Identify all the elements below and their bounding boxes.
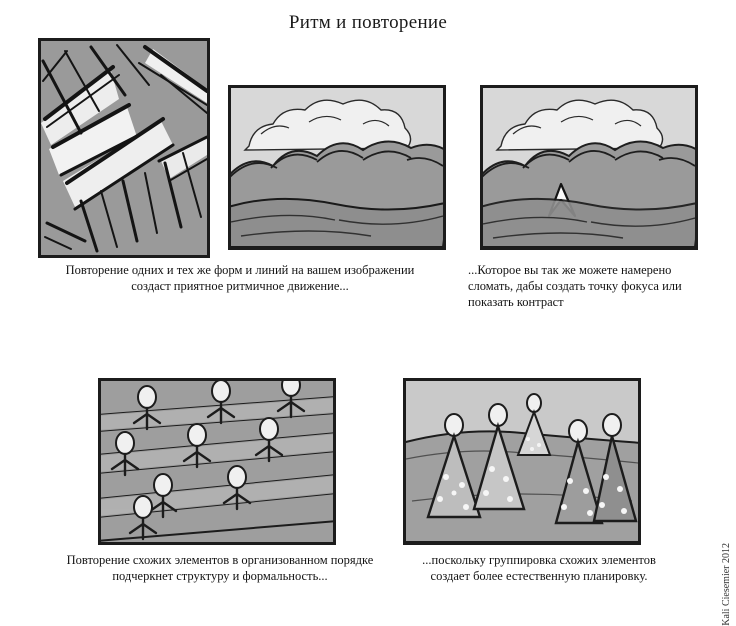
caption-top-right: ...Которое вы так же можете намерено сломать, дабы создать точку фокуса или показать контраст bbox=[468, 263, 682, 309]
panel-4-artwork bbox=[101, 381, 333, 542]
figures-in-rows-drawing bbox=[101, 381, 333, 542]
panel-3-artwork bbox=[483, 88, 695, 247]
diagonal-shards-drawing bbox=[41, 41, 207, 255]
panel-repeating-diagonal-shapes bbox=[38, 38, 210, 258]
caption-bottom-left: Повторение схожих элементов в организованном порядке подчеркнет структуру и формальность... bbox=[66, 553, 374, 583]
panel-5-artwork bbox=[406, 381, 638, 542]
panel-rolling-hills-rhythm bbox=[228, 85, 446, 250]
grouped-cone-figures-drawing bbox=[406, 381, 638, 542]
page-title: Ритм и повторение bbox=[288, 12, 448, 33]
panel-1-artwork bbox=[41, 41, 207, 255]
hills-landscape-focal-drawing bbox=[483, 88, 695, 247]
panel-2-artwork bbox=[231, 88, 443, 247]
panel-rolling-hills-with-focal-point bbox=[480, 85, 698, 250]
caption-bottom-right: ...поскольку группировка схожих элементов создает более естественную планировку. bbox=[422, 553, 656, 583]
caption-top-left: Повторение одних и тех же форм и линий на вашем изображении создаст приятное ритмичное движение... bbox=[65, 263, 415, 293]
artist-credit: Kali Ciesemier 2012 bbox=[721, 543, 732, 626]
panel-figures-in-rows bbox=[98, 378, 336, 545]
panel-grouped-cone-figures bbox=[403, 378, 641, 545]
hills-landscape-drawing bbox=[231, 88, 443, 247]
